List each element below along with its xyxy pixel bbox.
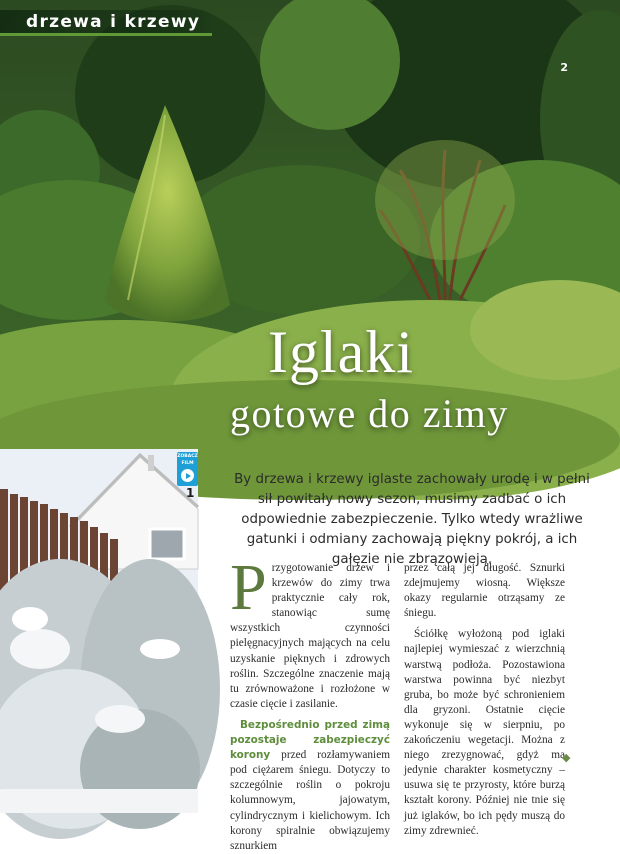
article-column-right	[404, 561, 565, 839]
article-paragraph: przez całą jej długość. Sznurki zdejmujemy wiosną. Większe okazy regularnie otrząsamy ze śniegu.	[404, 562, 565, 620]
badge-label-2: FILM	[181, 461, 194, 466]
snowy-thuja-photo	[0, 449, 198, 813]
badge-label-1: ZOBACZ	[177, 454, 198, 459]
photo-number: 2	[560, 61, 568, 74]
article-paragraph	[230, 718, 390, 854]
article-column-left	[230, 551, 390, 854]
snow-covered-shrub-illustration	[0, 449, 198, 813]
article-paragraph	[230, 551, 390, 712]
play-icon	[181, 469, 194, 482]
paragraph-text: rzygotowanie drzew i krzewów do zimy trwa praktycznie cały rok, stanowiąc sumę wszystkich czynności pielęgnacyjnych mających na celu uzyskanie pięknych i zdrowych roślin. Szczególne znaczenie mają tu zrównoważone i rozłożone w czasie cięcie i zasilanie.	[230, 562, 390, 710]
end-of-article-mark: ◆	[562, 751, 571, 764]
section-tag: drzewa i krzewy	[0, 10, 212, 36]
watch-video-button[interactable]	[177, 452, 198, 486]
article-subtitle: gotowe do zimy	[230, 391, 509, 436]
drop-cap: P	[230, 551, 267, 624]
article-title: Iglaki	[268, 319, 414, 385]
paragraph-text: przed rozłamywaniem pod ciężarem śniegu. Dotyczy to szczególnie roślin o pokroju kolumnowym, jajowatym, cylindrycznym i kielichowym. Ich korony spiralnie obwiązujemy sznurkiem	[230, 749, 390, 852]
article-paragraph: Ściółkę wyłożoną pod iglaki najlepiej wymieszać z wierzchnią warstwą podłoża. Pozostawiona warstwa powinna być niezbyt gruba, bo może być schronieniem dla gryzoni. Ostatnie cięcie wykonuje się w sierpniu, po zakończeniu wegetacji. Można z niego zrezygnować, gdyż ma jedynie charakter kosmetyczny – usuwa się te przyrosty, które burzą kształt korony. Później nie tnie się już iglaków, bo ich pędy muszą do zimy zdrewnieć.	[404, 628, 565, 837]
photo-number: 1	[186, 486, 195, 500]
article-lead: By drzewa i krzewy iglaste zachowały urodę i w pełni sił powitały nowy sezon, musimy zadbać o ich odpowiednie zabezpieczenie. Tylko wtedy wrażliwe gatunki i odmiany zachowają piękny pokrój, a ich gałęzie nie zbrązowieją.	[234, 472, 590, 567]
highlighted-phrase: Bezpośrednio przed zimą pozostaje zabezpieczyć korony	[230, 718, 390, 762]
